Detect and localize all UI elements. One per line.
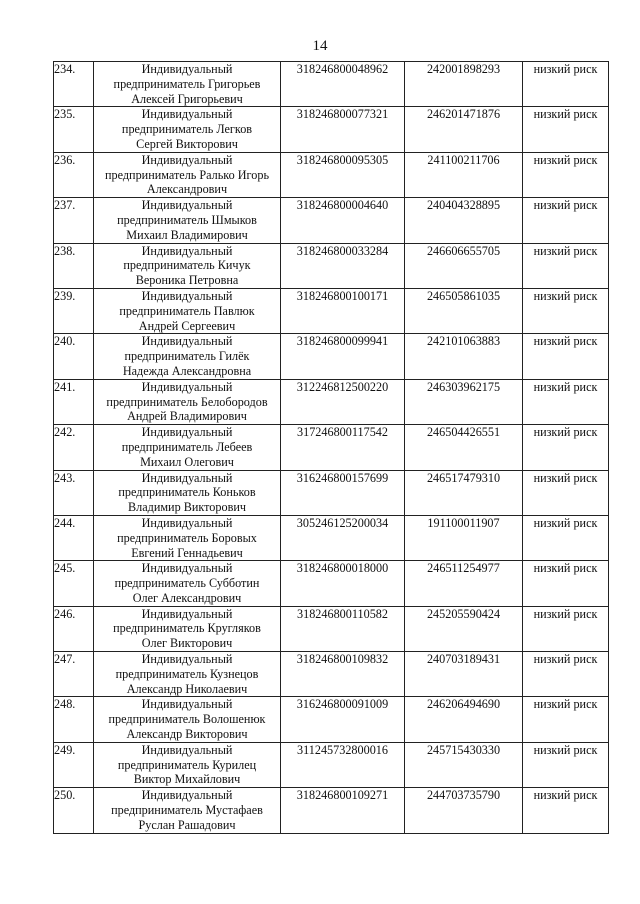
entrepreneur-name-cell [94, 62, 281, 107]
row-number-cell: 250. [54, 788, 94, 833]
entrepreneur-name-line: предприниматель Легков [121, 122, 253, 137]
entrepreneur-name-line: Виктор Михайлович [133, 772, 241, 787]
entrepreneur-name-line: Индивидуальный [141, 697, 233, 712]
entrepreneur-name-line: Александр Викторович [126, 727, 248, 742]
inn-cell: 246206494690 [405, 697, 523, 742]
entrepreneur-name-line: Андрей Владимирович [127, 409, 247, 424]
entrepreneur-name-line: Сергей Викторович [136, 136, 238, 151]
ogrnip-cell: 318246800095305 [281, 152, 405, 197]
ogrnip-cell: 318246800109832 [281, 652, 405, 697]
entrepreneur-name-line: предприниматель Волошенюк [108, 712, 266, 727]
ogrnip-cell: 318246800099941 [281, 334, 405, 379]
entrepreneur-name-line: Андрей Сергеевич [138, 318, 236, 333]
row-number-cell: 249. [54, 742, 94, 787]
entrepreneur-name-cell [94, 107, 281, 152]
risk-category-cell: низкий риск [523, 198, 609, 243]
table-row [54, 742, 609, 787]
ogrnip-cell: 318246800018000 [281, 561, 405, 606]
risk-category-cell: низкий риск [523, 379, 609, 424]
entrepreneur-name-line: Олег Викторович [141, 636, 233, 651]
row-number-cell: 235. [54, 107, 94, 152]
ogrnip-cell: 311245732800016 [281, 742, 405, 787]
entrepreneur-name-cell [94, 561, 281, 606]
entrepreneur-name-line: Индивидуальный [141, 243, 233, 258]
entrepreneur-name-line: предприниматель Боровых [117, 530, 257, 545]
entrepreneur-name-line: Индивидуальный [141, 652, 233, 667]
entrepreneur-name-cell [94, 470, 281, 515]
entrepreneur-name-cell [94, 697, 281, 742]
entrepreneur-registry-table [53, 61, 609, 834]
entrepreneur-name-line: Индивидуальный [141, 198, 233, 213]
entrepreneur-name-line: предприниматель Лебеев [121, 439, 253, 454]
table-row [54, 652, 609, 697]
risk-category-cell: низкий риск [523, 742, 609, 787]
risk-category-cell: низкий риск [523, 788, 609, 833]
entrepreneur-name-line: Александрович [146, 182, 228, 197]
table-row [54, 606, 609, 651]
row-number-cell: 246. [54, 606, 94, 651]
row-number-cell: 236. [54, 152, 94, 197]
entrepreneur-name-line: Индивидуальный [141, 379, 233, 394]
entrepreneur-name-line: Индивидуальный [141, 334, 233, 349]
inn-cell: 246511254977 [405, 561, 523, 606]
table-row [54, 561, 609, 606]
entrepreneur-name-cell [94, 152, 281, 197]
table-row [54, 198, 609, 243]
entrepreneur-name-line: предприниматель Субботин [114, 576, 260, 591]
table-row [54, 379, 609, 424]
ogrnip-cell: 318246800077321 [281, 107, 405, 152]
row-number-cell: 248. [54, 697, 94, 742]
entrepreneur-name-cell [94, 788, 281, 833]
entrepreneur-name-line: Михаил Олегович [140, 454, 234, 469]
ogrnip-cell: 317246800117542 [281, 425, 405, 470]
inn-cell: 191100011907 [405, 515, 523, 560]
entrepreneur-name-line: предприниматель Гилёк [124, 349, 250, 364]
risk-category-cell: низкий риск [523, 606, 609, 651]
registry-table-body [54, 62, 609, 834]
row-number-cell: 234. [54, 62, 94, 107]
entrepreneur-name-cell [94, 379, 281, 424]
entrepreneur-name-line: Михаил Владимирович [126, 227, 248, 242]
entrepreneur-name-line: Вероника Петровна [135, 273, 239, 288]
inn-cell: 246505861035 [405, 288, 523, 333]
ogrnip-cell: 305246125200034 [281, 515, 405, 560]
ogrnip-cell: 318246800033284 [281, 243, 405, 288]
entrepreneur-name-line: предприниматель Курилец [117, 757, 257, 772]
entrepreneur-name-line: Руслан Рашадович [138, 817, 236, 832]
inn-cell: 242101063883 [405, 334, 523, 379]
entrepreneur-name-line: Алексей Григорьевич [131, 91, 243, 106]
inn-cell: 241100211706 [405, 152, 523, 197]
entrepreneur-name-line: Индивидуальный [141, 742, 233, 757]
risk-category-cell: низкий риск [523, 425, 609, 470]
entrepreneur-name-cell [94, 425, 281, 470]
risk-category-cell: низкий риск [523, 107, 609, 152]
row-number-cell: 242. [54, 425, 94, 470]
table-row [54, 334, 609, 379]
risk-category-cell: низкий риск [523, 243, 609, 288]
entrepreneur-name-cell [94, 198, 281, 243]
entrepreneur-name-line: Индивидуальный [141, 107, 233, 122]
inn-cell: 240404328895 [405, 198, 523, 243]
risk-category-cell: низкий риск [523, 288, 609, 333]
table-row [54, 152, 609, 197]
entrepreneur-name-line: предприниматель Шмыков [117, 212, 257, 227]
row-number-cell: 238. [54, 243, 94, 288]
entrepreneur-name-line: предприниматель Ралько Игорь [104, 167, 269, 182]
entrepreneur-name-line: предприниматель Белобородов [106, 394, 268, 409]
inn-cell: 246606655705 [405, 243, 523, 288]
ogrnip-cell: 318246800048962 [281, 62, 405, 107]
entrepreneur-name-line: предприниматель Кичук [123, 258, 251, 273]
row-number-cell: 239. [54, 288, 94, 333]
entrepreneur-name-line: предприниматель Павлюк [119, 303, 255, 318]
entrepreneur-name-line: Индивидуальный [141, 470, 233, 485]
entrepreneur-name-line: Владимир Викторович [128, 500, 246, 515]
entrepreneur-name-line: Евгений Геннадьевич [131, 545, 243, 560]
entrepreneur-name-line: Индивидуальный [141, 788, 233, 803]
inn-cell: 246303962175 [405, 379, 523, 424]
table-row [54, 515, 609, 560]
entrepreneur-name-cell [94, 243, 281, 288]
inn-cell: 246517479310 [405, 470, 523, 515]
entrepreneur-name-cell [94, 742, 281, 787]
risk-category-cell: низкий риск [523, 334, 609, 379]
table-row [54, 288, 609, 333]
inn-cell: 245205590424 [405, 606, 523, 651]
inn-cell: 242001898293 [405, 62, 523, 107]
ogrnip-cell: 312246812500220 [281, 379, 405, 424]
entrepreneur-name-cell [94, 606, 281, 651]
entrepreneur-name-line: предприниматель Мустафаев [111, 803, 263, 818]
table-row [54, 62, 609, 107]
ogrnip-cell: 318246800110582 [281, 606, 405, 651]
entrepreneur-name-line: Индивидуальный [141, 425, 233, 440]
entrepreneur-name-line: Индивидуальный [141, 606, 233, 621]
risk-category-cell: низкий риск [523, 652, 609, 697]
entrepreneur-name-cell [94, 334, 281, 379]
entrepreneur-name-cell [94, 288, 281, 333]
entrepreneur-name-cell [94, 652, 281, 697]
entrepreneur-name-line: Индивидуальный [141, 152, 233, 167]
page-number: 14 [312, 38, 328, 54]
ogrnip-cell: 316246800157699 [281, 470, 405, 515]
risk-category-cell: низкий риск [523, 152, 609, 197]
entrepreneur-name-line: Надежда Александровна [122, 363, 252, 378]
table-row [54, 697, 609, 742]
row-number-cell: 245. [54, 561, 94, 606]
table-row [54, 788, 609, 833]
ogrnip-cell: 318246800004640 [281, 198, 405, 243]
table-row [54, 425, 609, 470]
inn-cell: 240703189431 [405, 652, 523, 697]
inn-cell: 246504426551 [405, 425, 523, 470]
entrepreneur-name-line: Индивидуальный [141, 561, 233, 576]
entrepreneur-name-line: предприниматель Кузнецов [115, 666, 259, 681]
entrepreneur-name-line: предприниматель Григорьев [113, 76, 261, 91]
ogrnip-cell: 318246800100171 [281, 288, 405, 333]
row-number-cell: 244. [54, 515, 94, 560]
row-number-cell: 241. [54, 379, 94, 424]
row-number-cell: 243. [54, 470, 94, 515]
inn-cell: 246201471876 [405, 107, 523, 152]
inn-cell: 245715430330 [405, 742, 523, 787]
inn-cell: 244703735790 [405, 788, 523, 833]
entrepreneur-name-line: Олег Александрович [132, 590, 242, 605]
entrepreneur-name-line: Индивидуальный [141, 515, 233, 530]
entrepreneur-name-line: Индивидуальный [141, 288, 233, 303]
entrepreneur-name-line: Александр Николаевич [126, 681, 248, 696]
risk-category-cell: низкий риск [523, 470, 609, 515]
risk-category-cell: низкий риск [523, 697, 609, 742]
ogrnip-cell: 318246800109271 [281, 788, 405, 833]
row-number-cell: 247. [54, 652, 94, 697]
risk-category-cell: низкий риск [523, 561, 609, 606]
row-number-cell: 240. [54, 334, 94, 379]
risk-category-cell: низкий риск [523, 62, 609, 107]
table-row [54, 107, 609, 152]
entrepreneur-name-line: Индивидуальный [141, 62, 233, 76]
risk-category-cell: низкий риск [523, 515, 609, 560]
table-row [54, 243, 609, 288]
entrepreneur-name-line: предприниматель Коньков [118, 485, 256, 500]
ogrnip-cell: 316246800091009 [281, 697, 405, 742]
entrepreneur-name-cell [94, 515, 281, 560]
table-row [54, 470, 609, 515]
row-number-cell: 237. [54, 198, 94, 243]
entrepreneur-name-line: предприниматель Кругляков [113, 621, 261, 636]
